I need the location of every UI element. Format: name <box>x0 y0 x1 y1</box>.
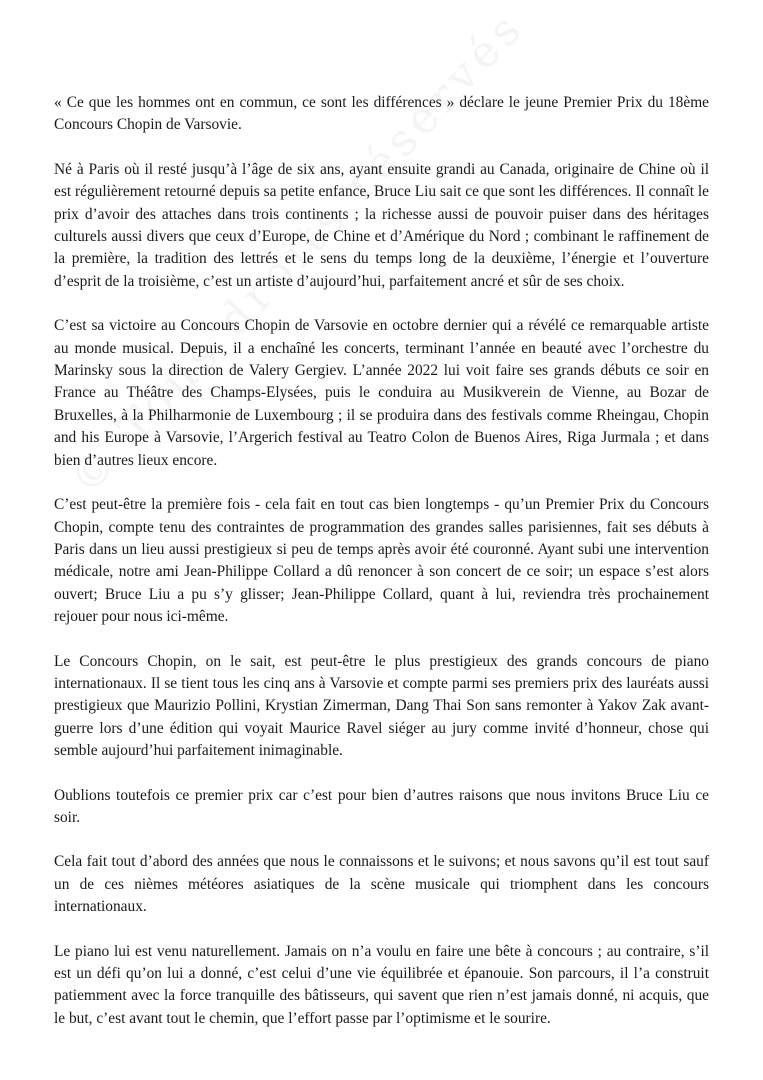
paragraph-piano: Le piano lui est venu naturellement. Jamais on n’a voulu en faire une bête à concours ; au contraire, s’il est un défi qu’on lui a donné, c’est celui d’une vie équilibrée et épanouie. Son parcours, il l’a construit patiemment avec la force tranquille des bâtisseurs, qui savent que rien n’est jamais donné, ni acquis, que le but, c’est avant tout le chemin, que l’effort passe par l’optimisme et le sourire. <box>54 942 709 1027</box>
paragraph-following: Cela fait tout d’abord des années que nous le connaissons et le suivons; et nous savons qu’il est tout sauf un de ces nièmes météores asiatiques de la scène musicale qui triomphent dans les concours internationaux. <box>54 853 709 916</box>
paragraph-competition: Le Concours Chopin, on le sait, est peut-être le plus prestigieux des grands concours de piano internationaux. Il se tient tous les cinq ans à Varsovie et compte parmi ses premiers prix des lauréats aussi prestigieux que Maurizio Pollini, Krystian Zimerman, Dang Thai Son sans remonter à Yakov Zak avant-guerre lors d’une édition qui voyait Maurice Ravel siéger au jury comme invité d’honneur, chose qui semble aujourd’hui parfaitement inimaginable. <box>54 652 709 760</box>
paragraph-victory: C’est sa victoire au Concours Chopin de Varsovie en octobre dernier qui a révélé ce remarquable artiste au monde musical. Depuis, il a enchaîné les concerts, terminant l’année en beauté avec l’orchestre du Marinsky sous la direction de Valery Gergiev. L’année 2022 lui voit faire ses grands débuts ce soir en France au Théâtre des Champs-Elysées, puis le conduira au Musikverein de Vienne, au Bozar de Bruxelles, à la Philharmonie de Luxembourg ; il se produira dans des festivals comme Rheingau, Chopin and his Europe à Varsovie, l’Argerich festival au Teatro Colon de Buenos Aires, Riga Jurmala ; et dans bien d’autres lieux encore. <box>54 317 709 469</box>
paragraph-invitation: Oublions toutefois ce premier prix car c’est pour bien d’autres raisons que nous invitons Bruce Liu ce soir. <box>54 786 709 826</box>
document-body <box>54 92 709 1052</box>
paragraph-quote: « Ce que les hommes ont en commun, ce sont les différences » déclare le jeune Premier Prix du 18ème Concours Chopin de Varsovie. <box>54 94 709 134</box>
paragraph-biography: Né à Paris où il resté jusqu’à l’âge de six ans, ayant ensuite grandi au Canada, originaire de Chine où il est régulièrement retourné depuis sa petite enfance, Bruce Liu sait ce que sont les différences. Il connaît le prix d’avoir des attaches dans trois continents ; la richesse aussi de pouvoir puiser dans des héritages culturels aussi divers que ceux d’Europe, de Chine et d’Amérique du Nord ; combinant le raffinement de la première, la tradition des lettrés et le sens du temps long de la deuxième, l’énergie et l’ouverture d’esprit de la troisième, c’est un artiste d’aujourd’hui, parfaitement ancré et sûr de ses choix. <box>54 160 709 290</box>
paragraph-paris-debut: C’est peut-être la première fois - cela fait en tout cas bien longtemps - qu’un Premier Prix du Concours Chopin, compte tenu des contraintes de programmation des grandes salles parisiennes, fait ses débuts à Paris dans un lieu aussi prestigieux si peu de temps après avoir été couronné. Ayant subi une intervention médicale, notre ami Jean-Philippe Collard a dû renoncer à son concert de ce soir; un espace s’est alors ouvert; Bruce Liu a pu s’y glisser; Jean-Philippe Collard, quant à lui, reviendra très prochainement rejouer pour nous ici-même. <box>54 496 709 626</box>
